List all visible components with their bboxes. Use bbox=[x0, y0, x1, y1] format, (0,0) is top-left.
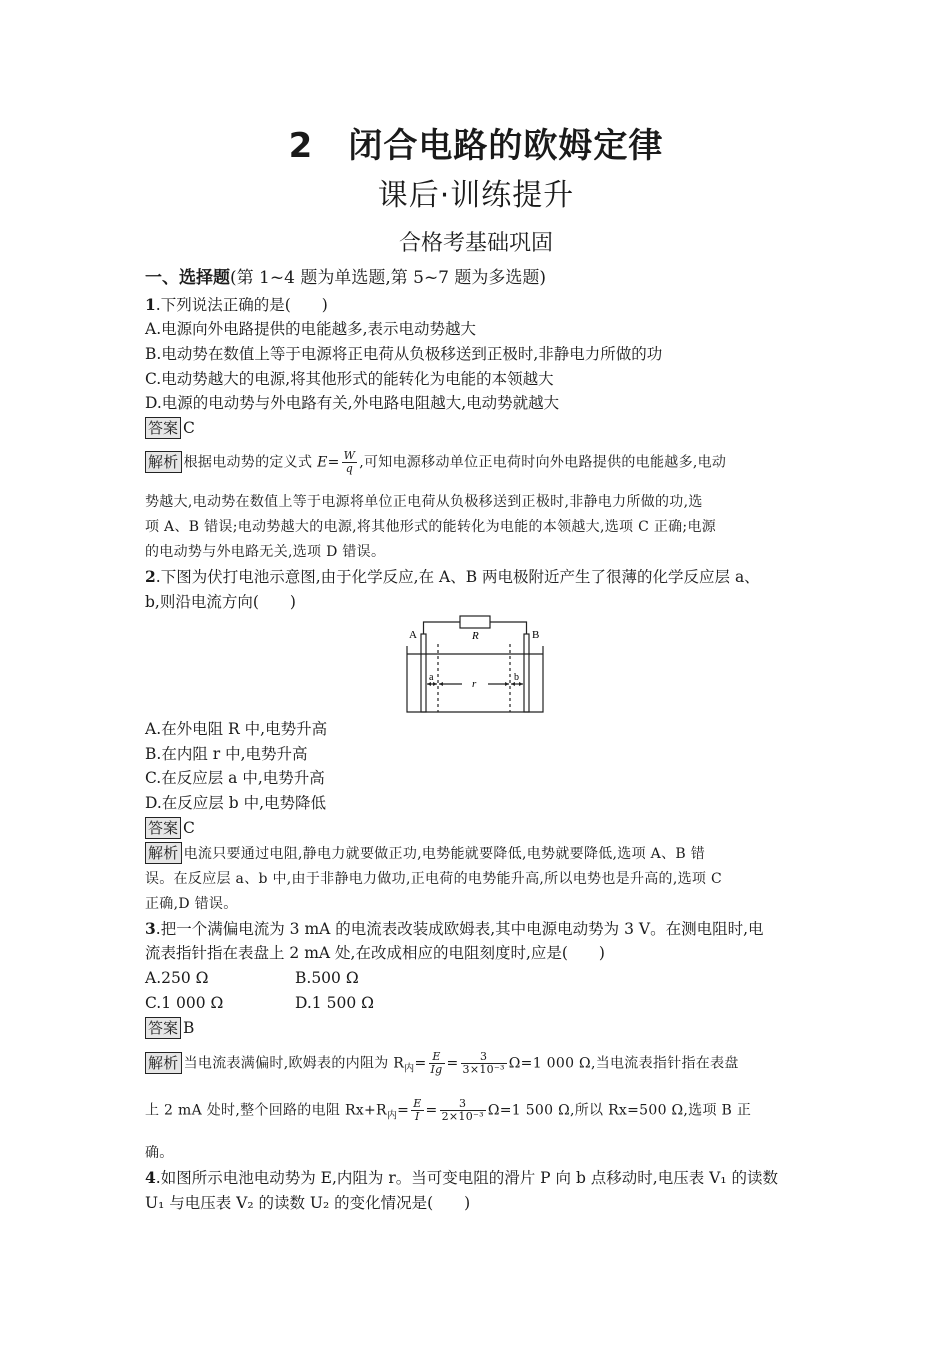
q3-analysis-l1-pre: 当电流表满偏时,欧姆表的内阻为 R bbox=[183, 1055, 405, 1072]
answer-tag: 答案 bbox=[145, 817, 181, 839]
q4-number: 4 bbox=[145, 1168, 156, 1187]
figure-label-layer-a: a bbox=[429, 672, 434, 683]
figure-label-a-electrode: A bbox=[409, 629, 417, 641]
q1-analysis-line-1 bbox=[145, 450, 815, 475]
q3-frac3-den: I bbox=[415, 1110, 420, 1123]
q3-option-b: B.500 Ω bbox=[295, 969, 359, 987]
q2-answer-value: C bbox=[183, 819, 195, 837]
part-heading bbox=[145, 266, 815, 290]
q4-stem-line-2: U₁ 与电压表 V₂ 的读数 U₂ 的变化情况是( ) bbox=[145, 1194, 471, 1212]
answer-tag: 答案 bbox=[145, 417, 181, 439]
q1-formula-lhs: E= bbox=[317, 454, 340, 471]
q3-fraction-e-over-i bbox=[411, 1098, 423, 1123]
q1-analysis-line-2: 势越大,电动势在数值上等于电源将单位正电荷从负极移送到正极时,非静电力所做的功,选 bbox=[145, 494, 703, 510]
q1-answer bbox=[145, 416, 815, 440]
q1-answer-value: C bbox=[183, 419, 195, 437]
q3-frac4-den: 2×10⁻³ bbox=[441, 1110, 484, 1123]
q1-analysis-line-4: 的电动势与外电路无关,选项 D 错误。 bbox=[145, 544, 386, 560]
analysis-tag: 解析 bbox=[145, 842, 182, 864]
q1-formula-den: q bbox=[345, 462, 354, 475]
q1-stem-text: .下列说法正确的是( ) bbox=[155, 296, 328, 314]
q3-analysis-line-1: 解析 当电流表满偏时,欧姆表的内阻为 $R_内=$ $\frac{E}{Ig}$ = $\frac{3}{\text{3×10⁻³}}$ Ω=1 000 Ω,当电流表指针指在表盘 bbox=[145, 1051, 815, 1081]
q1-formula-fraction bbox=[342, 450, 358, 475]
q1-formula-num: W bbox=[343, 449, 356, 462]
q3-frac2-den: 3×10⁻³ bbox=[462, 1063, 505, 1076]
section-title: 合格考基础巩固 bbox=[398, 231, 553, 256]
analysis-tag: 解析 bbox=[145, 451, 182, 473]
q3-answer-value: B bbox=[183, 1019, 195, 1037]
q3-subscript-nei: 内 bbox=[404, 1063, 415, 1075]
q2-stem-text: .下图为伏打电池示意图,由于化学反应,在 A、B 两电极附近产生了很薄的化学反应层 a、 bbox=[155, 568, 760, 586]
q2-analysis-line-1 bbox=[145, 842, 815, 866]
q3-analysis-line-3: 确。 bbox=[145, 1145, 174, 1161]
q2-option-b: B.在内阻 r 中,电势升高 bbox=[145, 745, 308, 763]
q3-stem-line-2: 流表指针指在表盘上 2 mA 处,在改成相应的电阻刻度时,应是( ) bbox=[145, 944, 605, 962]
q3-option-d: D.1 500 Ω bbox=[295, 994, 374, 1012]
analysis-tag: 解析 bbox=[145, 1052, 182, 1074]
q3-options-row-2 bbox=[145, 991, 815, 1015]
q3-fraction-e-over-ig bbox=[429, 1051, 445, 1076]
q1-option-b: B.电动势在数值上等于电源将正电荷从负极移送到正极时,非静电力所做的功 bbox=[145, 345, 663, 363]
q2-analysis-l1: 电流只要通过电阻,静电力就要做正功,电势能就要降低,电势就要降低,选项 A、B 错 bbox=[183, 846, 706, 862]
q2-option-d: D.在反应层 b 中,电势降低 bbox=[145, 794, 327, 812]
q3-frac1-num: E bbox=[429, 1051, 445, 1064]
q3-frac3-num: E bbox=[413, 1097, 422, 1110]
q3-analysis-l2-post: Ω=1 500 Ω,所以 Rx=500 Ω,选项 B 正 bbox=[487, 1102, 752, 1119]
part-heading-note: (第 1~4 题为单选题,第 5~7 题为多选题) bbox=[230, 268, 547, 288]
q1-analysis-line-3: 项 A、B 错误;电动势越大的电源,将其他形式的能转化为电能的本领越大,选项 C 正确;电源 bbox=[145, 519, 717, 535]
part-heading-label: 一、选择题 bbox=[145, 268, 230, 288]
q3-frac4-num: 3 bbox=[440, 1098, 486, 1111]
q1-analysis-l1: ,可知电源移动单位正电荷时向外电路提供的电能越多,电动 bbox=[359, 454, 727, 471]
q1-option-d: D.电源的电动势与外电路有关,外电路电阻越大,电动势就越大 bbox=[145, 394, 560, 412]
q1-analysis-pre: 根据电动势的定义式 bbox=[183, 454, 318, 471]
figure-label-layer-b: b bbox=[514, 672, 519, 683]
q3-option-c: C.1 000 Ω bbox=[145, 994, 224, 1012]
q3-option-a: A.250 Ω bbox=[145, 969, 209, 987]
q3-frac1-den: Ig bbox=[430, 1063, 443, 1076]
q2-stem-line-1 bbox=[145, 565, 815, 589]
page-title: 2 闭合电路的欧姆定律 bbox=[288, 126, 664, 166]
q3-answer bbox=[145, 1016, 815, 1040]
q4-stem-text: .如图所示电池电动势为 E,内阻为 r。当可变电阻的滑片 P 向 b 点移动时,电压表 V₁ 的读数 bbox=[155, 1169, 778, 1187]
q3-analysis-line-2: 上 2 mA 处时,整个回路的电阻 $Rx+R_内=$ $\frac{E}{I}$ = $\frac{3}{\text{2×10⁻³}}$ Ω=1 500 Ω,所以 Rx=500 Ω,选项 B 正 bbox=[145, 1097, 752, 1123]
answer-tag: 答案 bbox=[145, 1017, 181, 1039]
q1-stem bbox=[145, 293, 815, 317]
figure-label-b-electrode: B bbox=[532, 629, 540, 641]
q3-analysis-l2-pre: 上 2 mA 处时,整个回路的电阻 Rx+R bbox=[145, 1102, 387, 1119]
q1-option-a: A.电源向外电路提供的电能越多,表示电动势越大 bbox=[145, 320, 477, 338]
q2-analysis-line-2: 误。在反应层 a、b 中,由于非静电力做功,正电荷的电势能升高,所以电势也是升高的,选项 C bbox=[145, 871, 722, 887]
q3-stem-line-1 bbox=[145, 917, 815, 941]
page-subtitle: 课后·训练提升 bbox=[377, 178, 575, 213]
voltaic-cell-figure bbox=[402, 612, 548, 716]
q3-frac2-num: 3 bbox=[461, 1051, 507, 1064]
q3-subscript-nei-2: 内 bbox=[386, 1110, 398, 1122]
q3-fraction-value-1 bbox=[461, 1051, 507, 1076]
q3-fraction-value-2 bbox=[440, 1098, 486, 1123]
q2-answer bbox=[145, 816, 815, 840]
q2-stem-line-2: b,则沿电流方向( ) bbox=[145, 593, 296, 611]
q2-option-a: A.在外电阻 R 中,电势升高 bbox=[145, 720, 328, 738]
q3-analysis-l1-post: Ω=1 000 Ω,当电流表指针指在表盘 bbox=[508, 1055, 739, 1072]
q2-option-c: C.在反应层 a 中,电势升高 bbox=[145, 769, 325, 787]
q1-option-c: C.电动势越大的电源,将其他形式的能转化为电能的本领越大 bbox=[145, 370, 554, 388]
q4-stem-line-1 bbox=[145, 1166, 815, 1190]
figure-label-resistor: R bbox=[472, 630, 479, 642]
q3-stem-text: .把一个满偏电流为 3 mA 的电流表改装成欧姆表,其中电源电动势为 3 V。在测电阻时,电 bbox=[155, 920, 764, 938]
q3-options-row-1 bbox=[145, 966, 815, 990]
figure-label-internal-r: r bbox=[472, 678, 477, 690]
q1-number: 1 bbox=[145, 295, 156, 314]
q3-number: 3 bbox=[145, 919, 156, 938]
q2-number: 2 bbox=[145, 567, 156, 586]
q2-analysis-line-3: 正确,D 错误。 bbox=[145, 896, 238, 912]
